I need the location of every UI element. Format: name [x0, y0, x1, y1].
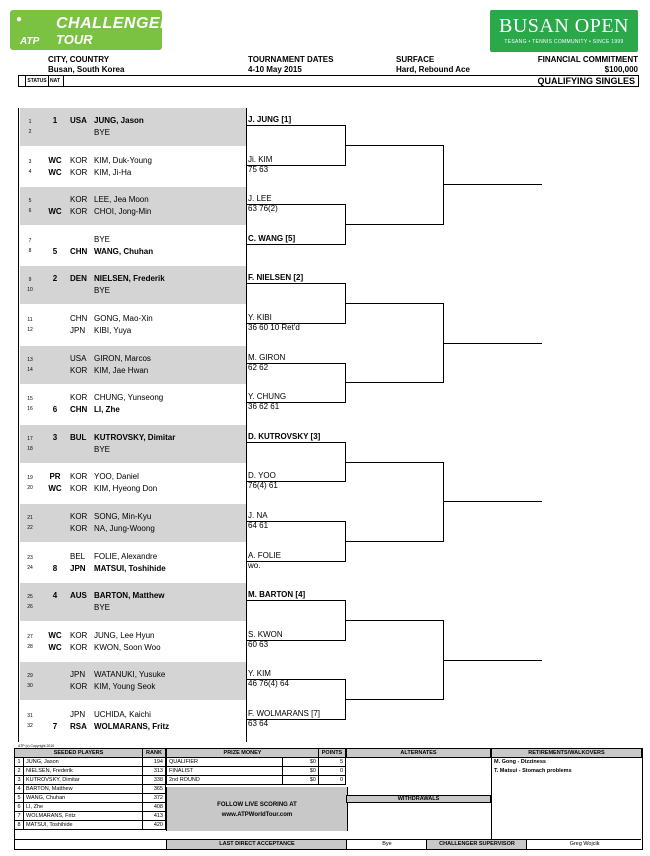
seed-status: 1	[52, 116, 58, 125]
draw-player-row	[20, 404, 246, 416]
draw-player-row	[20, 115, 246, 127]
draw-header-bar	[18, 75, 639, 87]
busan-open-title: BUSAN OPEN	[498, 15, 630, 37]
round2-player: A. FOLIE	[248, 550, 281, 560]
bracket-line	[246, 165, 346, 166]
prize-row	[167, 776, 346, 785]
draw-player-row	[20, 246, 246, 258]
prize-row	[167, 758, 346, 767]
retirements-list	[494, 758, 572, 776]
player-name: CHUNG, Yunseong	[94, 393, 164, 403]
seed-status: WC	[48, 155, 62, 165]
player-name: WANG, Chuhan	[94, 246, 154, 256]
bracket-line	[246, 363, 346, 364]
bracket-line	[246, 481, 346, 482]
seed-status: 4	[52, 591, 58, 601]
draw-player-row	[20, 127, 246, 139]
bracket-line	[444, 184, 542, 185]
draw-position: 20	[27, 485, 33, 492]
round2-player: M. BARTON [4]	[248, 590, 306, 600]
draw-position: 18	[27, 445, 33, 452]
player-name: BYE	[94, 128, 111, 137]
bracket-line	[346, 699, 444, 700]
seed-row	[15, 785, 166, 794]
draw-position: 28	[27, 643, 33, 650]
supervisor-label: CHALLENGER SUPERVISOR	[426, 840, 527, 849]
bracket-line	[346, 462, 444, 463]
round2-player: S. KWON	[248, 629, 283, 639]
draw-player-row	[20, 155, 246, 167]
draw-position: 26	[27, 604, 33, 611]
player-name: FOLIE, Alexandre	[94, 551, 158, 561]
seed-name: JUNG, Jason	[24, 758, 143, 767]
draw-title: QUALIFYING SINGLES	[537, 76, 635, 86]
draw-player-row	[20, 551, 246, 563]
draw-position: 4	[28, 168, 32, 175]
points-title: POINTS	[319, 749, 346, 758]
seed-status: WC	[48, 207, 62, 217]
seed-status: WC	[48, 484, 62, 494]
prize-money-table	[166, 748, 346, 785]
player-nationality: USA	[70, 116, 87, 125]
player-nationality: RSA	[70, 722, 87, 731]
alternates-title: ALTERNATES	[347, 749, 491, 758]
bracket-line	[246, 244, 346, 245]
seed-status: 5	[52, 246, 58, 256]
round2-player: Y. KIM	[248, 669, 271, 679]
player-name: KWON, Soon Woo	[94, 642, 161, 652]
bracket-line	[246, 125, 346, 126]
seed-rank: 313	[143, 767, 166, 776]
player-nationality: CHN	[70, 314, 88, 323]
player-nationality: DEN	[70, 274, 87, 284]
player-nationality: KOR	[70, 682, 88, 692]
match-block	[20, 464, 246, 502]
bracket-line	[346, 382, 444, 383]
seed-name: BARTON, Matthew	[24, 785, 143, 794]
player-nationality: JPN	[70, 326, 86, 335]
player-nationality: JPN	[70, 670, 86, 680]
dates-value: 4-10 May 2015	[248, 65, 302, 74]
bracket-line	[246, 640, 346, 641]
draw-position: 8	[28, 247, 32, 254]
player-name: UCHIDA, Kaichi	[94, 710, 151, 719]
round2-score: 63 76(2)	[248, 204, 278, 214]
draw-position: 17	[27, 435, 33, 442]
seed-number: 8	[15, 821, 24, 830]
bracket-line	[246, 442, 346, 443]
player-name: BYE	[94, 286, 111, 296]
player-nationality: KOR	[70, 630, 88, 640]
draw-column-divider	[246, 108, 247, 742]
player-name: LEE, Jea Moon	[94, 195, 149, 205]
player-name: WATANUKI, Yusuke	[94, 670, 166, 680]
match-block	[20, 385, 246, 423]
draw-player-row	[20, 630, 246, 642]
seed-status: 8	[52, 563, 58, 573]
player-nationality: KOR	[70, 167, 88, 177]
match-block	[20, 425, 246, 463]
draw-position: 13	[27, 356, 33, 363]
player-nationality: KOR	[70, 524, 88, 533]
round2-player: F. WOLMARANS [7]	[248, 709, 321, 718]
seed-rank: 408	[143, 803, 166, 812]
bracket-line	[246, 679, 346, 680]
player-nationality: USA	[70, 353, 87, 363]
draw-position: 15	[27, 396, 33, 403]
player-name: MATSUI, Toshihide	[94, 563, 166, 573]
bracket-line	[246, 402, 346, 403]
draw-player-row	[20, 432, 246, 444]
round2-player: J. LEE	[248, 194, 272, 204]
seed-number: 3	[15, 776, 24, 785]
seed-status: 2	[52, 274, 58, 284]
player-nationality: CHN	[70, 246, 88, 256]
seed-number: 2	[15, 767, 24, 776]
seed-rank: 338	[143, 776, 166, 785]
seed-number: 5	[15, 794, 24, 803]
retirement-item: M. Gong - Dizziness	[494, 759, 546, 765]
prize-round: FINALIST	[167, 767, 283, 776]
draw-player-row	[20, 721, 246, 733]
seed-status: PR	[49, 472, 61, 482]
player-name: WOLMARANS, Fritz	[94, 722, 170, 731]
draw-player-row	[20, 392, 246, 404]
alternates-table	[346, 748, 491, 758]
seed-row	[15, 767, 166, 776]
player-nationality: KOR	[70, 155, 88, 165]
draw-position: 1	[28, 119, 32, 125]
draw-left-border	[18, 108, 19, 742]
retirements-table	[491, 748, 642, 758]
bracket-line	[444, 501, 542, 502]
player-name: BARTON, Matthew	[94, 591, 165, 601]
bracket-line	[444, 343, 542, 344]
seed-number: 7	[15, 812, 24, 821]
seed-status: WC	[48, 630, 62, 640]
player-name: KIM, Duk-Young	[94, 155, 152, 165]
round2-score: 63 64	[248, 719, 269, 728]
lda-value: Bye	[346, 840, 427, 849]
rank-title: RANK	[143, 749, 166, 758]
status-column-header: STATUS	[25, 76, 49, 86]
player-name: KIM, Ji-Ha	[94, 167, 132, 177]
draw-player-row	[20, 206, 246, 218]
seed-rank: 365	[143, 785, 166, 794]
prize-title: PRIZE MONEY	[167, 749, 319, 758]
match-block	[20, 108, 246, 146]
draw-player-row	[20, 194, 246, 206]
round2-player: M. GIRON	[248, 352, 286, 362]
bracket-line	[346, 224, 444, 225]
prize-row	[167, 767, 346, 776]
round2-player: D. YOO	[248, 471, 276, 481]
player-nationality: KOR	[70, 512, 88, 521]
logo-tour-text: TOUR	[56, 32, 93, 47]
bracket-line	[346, 145, 444, 146]
seed-status: 7	[52, 722, 58, 731]
player-name: BYE	[94, 234, 111, 244]
seed-name: LI, Zhe	[24, 803, 143, 812]
round2-score: 75 63	[248, 164, 269, 174]
draw-player-row	[20, 511, 246, 523]
bracket-line	[246, 600, 346, 601]
logo-atp-text: ATP	[20, 36, 40, 47]
draw-position: 11	[27, 317, 33, 323]
draw-position: 3	[28, 158, 32, 165]
draw-player-row	[20, 471, 246, 483]
busan-open-logo	[490, 10, 638, 52]
surface-value: Hard, Rebound Ace	[396, 65, 470, 74]
round2-player: J. JUNG [1]	[248, 115, 292, 124]
seed-name: WANG, Chuhan	[24, 794, 143, 803]
player-nationality: BUL	[70, 432, 87, 442]
player-name: YOO, Daniel	[94, 472, 139, 482]
bracket-line	[346, 620, 444, 621]
round2-player: Y. CHUNG	[248, 392, 287, 402]
match-block	[20, 187, 246, 225]
bracket-line	[246, 323, 346, 324]
draw-player-row	[20, 273, 246, 285]
draw-position: 19	[27, 475, 33, 482]
round2-player: F. NIELSEN [2]	[248, 273, 304, 283]
player-name: GIRON, Marcos	[94, 353, 151, 363]
draw-player-row	[20, 602, 246, 614]
player-name: NIELSEN, Frederik	[94, 274, 165, 284]
prize-money: $0	[283, 767, 319, 776]
player-name: BYE	[94, 444, 111, 454]
seeded-players-table	[14, 748, 166, 830]
supervisor-value: Greg Wojcik	[526, 840, 642, 849]
player-name: NA, Jung-Woong	[94, 524, 155, 533]
draw-position: 21	[27, 515, 33, 521]
player-nationality: KOR	[70, 195, 88, 205]
live-scoring-link[interactable]: www.ATPWorldTour.com	[221, 812, 293, 818]
seed-row	[15, 758, 166, 767]
city-value: Busan, South Korea	[48, 65, 125, 74]
prize-round: 2nd ROUND	[167, 776, 283, 785]
player-name: KIM, Young Seok	[94, 682, 156, 692]
draw-player-row	[20, 285, 246, 297]
player-nationality: KOR	[70, 484, 88, 494]
draw-player-row	[20, 167, 246, 179]
round2-player: Y. KIBI	[248, 313, 272, 322]
copyright: ATP (c) Copyright 2010	[18, 744, 55, 748]
draw-position: 2	[28, 129, 32, 135]
player-name: JUNG, Jason	[94, 116, 144, 125]
draw-player-row	[20, 313, 246, 325]
nat-column-header: NAT	[47, 76, 64, 86]
draw-player-row	[20, 523, 246, 535]
seed-row	[15, 794, 166, 803]
player-nationality: KOR	[70, 472, 88, 482]
lda-label: LAST DIRECT ACCEPTANCE	[166, 840, 347, 849]
seed-status: 6	[52, 405, 58, 415]
seed-number: 1	[15, 758, 24, 767]
draw-position: 32	[27, 723, 33, 729]
match-block	[20, 306, 246, 344]
bracket-line	[246, 204, 346, 205]
draw-position: 27	[27, 633, 33, 640]
seed-number: 4	[15, 785, 24, 794]
seed-row	[15, 821, 166, 830]
round2-player: J. NA	[248, 511, 268, 520]
match-block	[20, 148, 246, 186]
prize-points: 0	[319, 776, 346, 785]
bracket-line	[346, 541, 444, 542]
player-nationality: KOR	[70, 207, 88, 217]
surface-label: SURFACE	[396, 55, 435, 64]
seed-name: NIELSEN, Frederik	[24, 767, 143, 776]
prize-points: 5	[319, 758, 346, 767]
player-name: JUNG, Lee Hyun	[94, 630, 155, 640]
draw-player-row	[20, 325, 246, 337]
seed-row	[15, 776, 166, 785]
player-nationality: KOR	[70, 642, 88, 652]
match-block	[20, 662, 246, 700]
round2-score: 36 62 61	[248, 402, 280, 412]
prize-points: 0	[319, 767, 346, 776]
player-nationality: KOR	[70, 365, 88, 375]
match-block	[20, 266, 246, 304]
player-nationality: AUS	[70, 591, 87, 601]
withdrawals-title: WITHDRAWALS	[346, 795, 491, 803]
draw-position: 24	[27, 564, 33, 571]
player-nationality: JPN	[70, 710, 86, 719]
player-name: SONG, Min-Kyu	[94, 512, 152, 521]
draw-position: 30	[27, 683, 33, 690]
challenger-tour-logo	[10, 10, 173, 50]
logo-challenger-text: CHALLENGER	[56, 15, 173, 32]
seed-name: KUTROVSKY, Dimitar	[24, 776, 143, 785]
tennis-ball-icon: ●	[16, 14, 23, 25]
bracket-line	[346, 303, 444, 304]
round2-score: 60 63	[248, 639, 269, 649]
seeded-title: SEEDED PLAYERS	[15, 749, 143, 758]
player-name: KIM, Jae Hwan	[94, 365, 149, 375]
player-name: LI, Zhe	[94, 405, 120, 415]
round2-score: 62 62	[248, 362, 269, 372]
draw-player-row	[20, 642, 246, 654]
player-name: BYE	[94, 603, 111, 613]
match-block	[20, 702, 246, 740]
player-name: KIM, Hyeong Don	[94, 484, 158, 494]
draw-position: 22	[27, 525, 33, 531]
draw-position: 6	[28, 208, 32, 215]
seed-status: WC	[48, 642, 62, 652]
match-block	[20, 544, 246, 582]
bracket-line	[246, 719, 346, 720]
bracket-line	[444, 660, 542, 661]
match-block	[20, 504, 246, 542]
money-value: $100,000	[604, 65, 638, 74]
seed-status: WC	[48, 167, 62, 177]
retirements-title: RETIREMENTS/WALKOVERS	[492, 749, 642, 758]
prize-money: $0	[283, 776, 319, 785]
city-label: CITY, COUNTRY	[48, 55, 110, 64]
dates-label: TOURNAMENT DATES	[248, 55, 334, 64]
draw-player-row	[20, 483, 246, 495]
footer-bottom-row	[14, 839, 641, 849]
live-scoring-box	[166, 787, 348, 831]
footer-divider	[491, 748, 492, 839]
draw-position: 14	[27, 366, 33, 373]
match-block	[20, 623, 246, 661]
seed-row	[15, 803, 166, 812]
draw-position: 5	[28, 198, 32, 205]
bracket-line	[246, 283, 346, 284]
prize-round: QUALIFIER	[167, 758, 283, 767]
live-scoring-line1: FOLLOW LIVE SCORING AT	[217, 802, 297, 808]
draw-position: 16	[27, 406, 33, 413]
draw-player-row	[20, 709, 246, 721]
draw-player-row	[20, 681, 246, 693]
draw-player-row	[20, 353, 246, 365]
seed-row	[15, 812, 166, 821]
round2-score: 36 60 10 Ret'd	[248, 323, 300, 332]
draw-player-row	[20, 590, 246, 602]
draw-position: 10	[27, 287, 33, 294]
draw-position: 31	[27, 713, 33, 719]
draw-position: 7	[28, 237, 32, 244]
seed-name: WOLMARANS, Fritz	[24, 812, 143, 821]
prize-money: $0	[283, 758, 319, 767]
player-name: KIBI, Yuya	[94, 326, 132, 335]
bracket-line	[246, 561, 346, 562]
money-label: FINANCIAL COMMITMENT	[537, 55, 638, 64]
round2-score: wo.	[248, 560, 261, 570]
draw-position: 29	[27, 673, 33, 680]
round2-score: 46 76(4) 64	[248, 679, 289, 689]
draw-player-row	[20, 365, 246, 377]
round2-score: 76(4) 61	[248, 481, 278, 491]
player-nationality: JPN	[70, 563, 86, 573]
seed-name: MATSUI, Toshihide	[24, 821, 143, 830]
seed-rank: 413	[143, 812, 166, 821]
draw-player-row	[20, 669, 246, 681]
round2-player: C. WANG [5]	[248, 233, 296, 243]
player-nationality: CHN	[70, 405, 88, 415]
retirement-item: T. Matsui - Stomach problems	[494, 768, 572, 774]
draw-player-row	[20, 563, 246, 575]
seed-rank: 194	[143, 758, 166, 767]
draw-position: 9	[28, 277, 32, 284]
round2-score: 64 61	[248, 521, 269, 530]
match-block	[20, 227, 246, 265]
match-block	[20, 583, 246, 621]
player-name: KUTROVSKY, Dimitar	[94, 432, 176, 442]
busan-open-subtitle: TESANG • TENNIS COMMUNITY • SINCE 1999	[504, 39, 624, 45]
seed-status: 3	[52, 432, 58, 442]
match-block	[20, 346, 246, 384]
draw-player-row	[20, 444, 246, 456]
draw-position: 23	[27, 554, 33, 561]
player-name: CHOI, Jong-Min	[94, 207, 152, 217]
player-name: GONG, Mao-Xin	[94, 314, 153, 323]
seed-rank: 420	[143, 821, 166, 830]
seed-rank: 372	[143, 794, 166, 803]
player-nationality: BEL	[70, 551, 86, 561]
bracket-line	[246, 521, 346, 522]
player-nationality: KOR	[70, 393, 88, 403]
draw-position: 25	[27, 594, 33, 601]
round2-player: Ji. KIM	[248, 154, 273, 164]
draw-position: 12	[27, 327, 33, 333]
draw-player-row	[20, 234, 246, 246]
round2-player: D. KUTROVSKY [3]	[248, 431, 321, 441]
seed-number: 6	[15, 803, 24, 812]
